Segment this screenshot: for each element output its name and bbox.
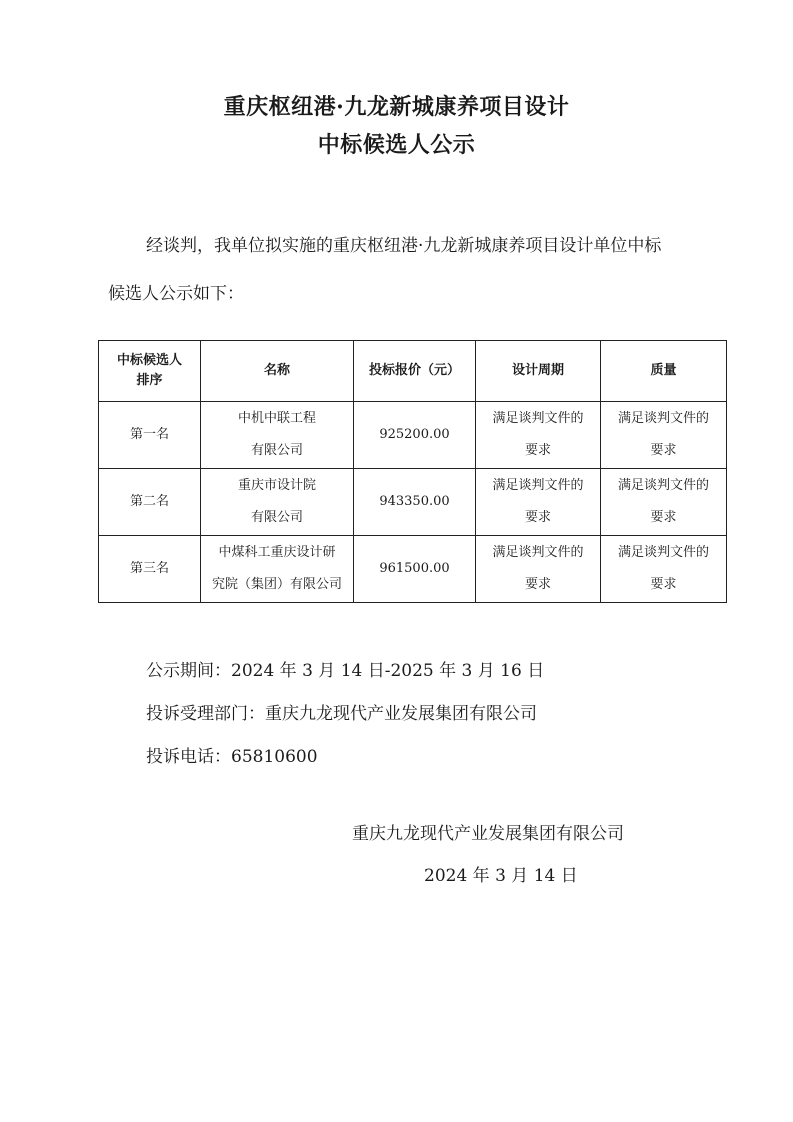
cell-rank: 第一名 <box>99 402 201 469</box>
cell-period <box>476 469 601 536</box>
complaint-phone: 投诉电话：65810600 <box>146 747 318 767</box>
cell-name-line-2: 有限公司 <box>250 443 303 458</box>
notice-info <box>146 650 544 779</box>
cell-name-line-1: 中机中联工程 <box>237 411 316 426</box>
cell-name-line-1: 重庆市设计院 <box>237 478 316 493</box>
cell-name <box>201 536 354 603</box>
cell-period-line-1: 满足谈判文件的 <box>492 478 584 493</box>
cell-name <box>201 469 354 536</box>
cell-name-line-2: 究院（集团）有限公司 <box>211 577 342 592</box>
cell-name-line-1: 中煤科工重庆设计研 <box>218 545 336 560</box>
table-row <box>99 402 727 469</box>
cell-quality <box>601 536 727 603</box>
cell-quality <box>601 402 727 469</box>
cell-period-line-2: 要求 <box>524 443 551 458</box>
cell-name <box>201 402 354 469</box>
cell-quality-line-1: 满足谈判文件的 <box>617 411 709 426</box>
intro-line-1: 经谈判，我单位拟实施的重庆枢纽港·九龙新城康养项目设计单位中标 <box>146 236 662 256</box>
cell-rank: 第二名 <box>99 469 201 536</box>
header-price: 投标报价（元） <box>354 341 476 402</box>
header-quality: 质量 <box>601 341 727 402</box>
cell-price: 943350.00 <box>354 469 476 536</box>
cell-quality-line-1: 满足谈判文件的 <box>617 545 709 560</box>
page-title <box>0 88 793 164</box>
candidates-table <box>98 340 727 603</box>
cell-period-line-2: 要求 <box>524 577 551 592</box>
notice-period: 公示期间：2024 年 3 月 14 日-2025 年 3 月 16 日 <box>146 661 545 681</box>
table-row <box>99 536 727 603</box>
cell-quality-line-2: 要求 <box>650 577 677 592</box>
header-rank-line-2: 排序 <box>136 373 163 388</box>
table-header-row <box>99 341 727 402</box>
cell-quality <box>601 469 727 536</box>
cell-period-line-2: 要求 <box>524 510 551 525</box>
cell-period <box>476 536 601 603</box>
cell-period-line-1: 满足谈判文件的 <box>492 411 584 426</box>
intro-paragraph <box>108 222 728 318</box>
intro-line-2: 候选人公示如下： <box>108 284 244 304</box>
table-row <box>99 469 727 536</box>
title-line-1: 重庆枢纽港·九龙新城康养项目设计 <box>223 94 570 120</box>
header-rank-line-1: 中标候选人 <box>116 353 182 368</box>
cell-period <box>476 402 601 469</box>
header-period: 设计周期 <box>476 341 601 402</box>
header-name: 名称 <box>201 341 354 402</box>
header-rank <box>99 341 201 402</box>
signature-date: 2024 年 3 月 14 日 <box>424 866 578 886</box>
cell-name-line-2: 有限公司 <box>250 510 303 525</box>
complaint-department: 投诉受理部门：重庆九龙现代产业发展集团有限公司 <box>146 704 537 724</box>
cell-price: 925200.00 <box>354 402 476 469</box>
title-line-2: 中标候选人公示 <box>317 132 476 158</box>
cell-quality-line-2: 要求 <box>650 510 677 525</box>
cell-quality-line-1: 满足谈判文件的 <box>617 478 709 493</box>
cell-price: 961500.00 <box>354 536 476 603</box>
cell-rank: 第三名 <box>99 536 201 603</box>
cell-quality-line-2: 要求 <box>650 443 677 458</box>
signature-organization: 重庆九龙现代产业发展集团有限公司 <box>352 824 624 844</box>
cell-period-line-1: 满足谈判文件的 <box>492 545 584 560</box>
